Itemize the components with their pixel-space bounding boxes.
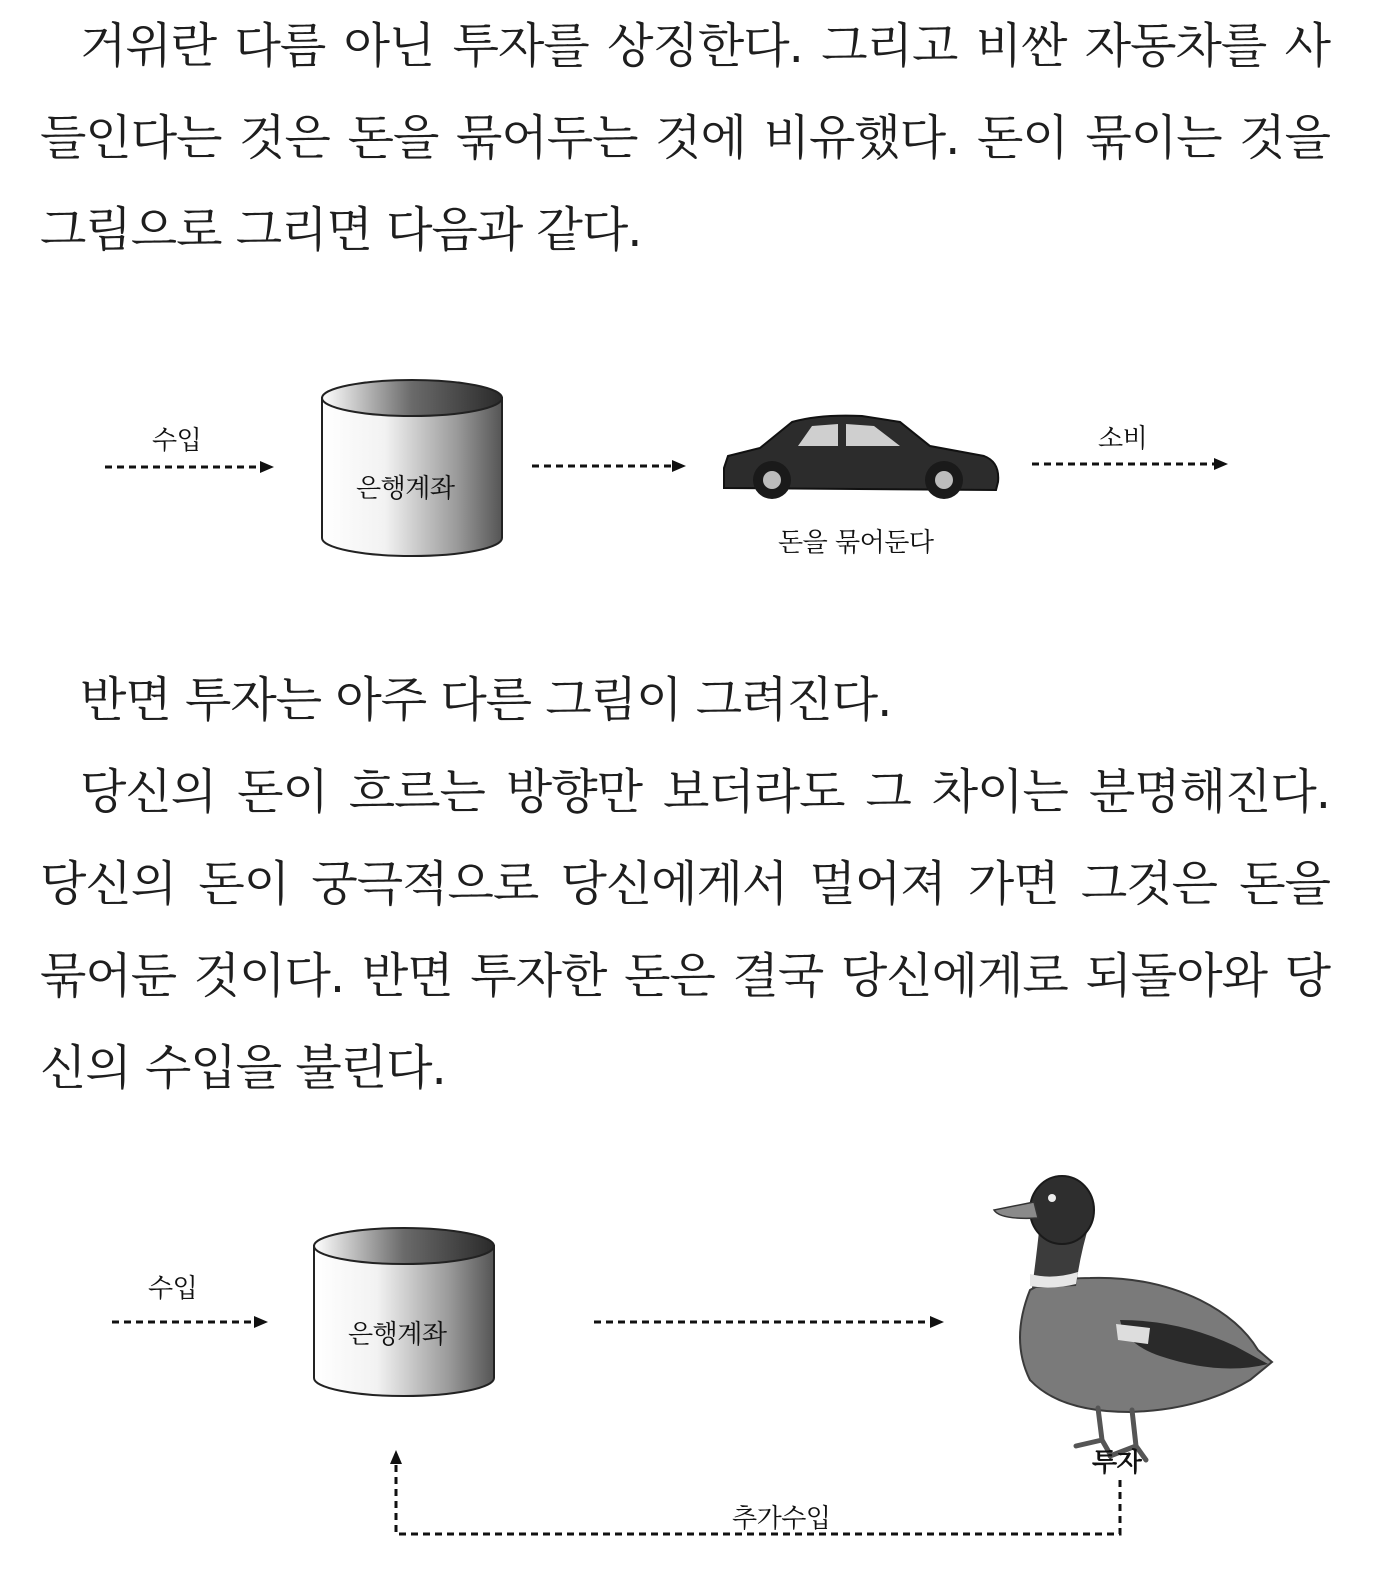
diagram-investment-graphic <box>0 1150 1386 1560</box>
diagram-money-tied-up-graphic <box>0 370 1386 580</box>
spending-label: 소비 <box>1098 424 1148 454</box>
paragraph-investment-intro-text: 반면 투자는 아주 다른 그림이 그려진다. <box>80 672 892 728</box>
income-label: 수입 <box>152 426 202 456</box>
paragraph-investment-intro <box>40 654 1330 746</box>
diagram-investment <box>0 1150 1386 1560</box>
diagram-money-tied-up <box>0 370 1386 580</box>
bank-account-label: 은행계좌 <box>348 1320 447 1350</box>
car-icon <box>724 416 998 499</box>
extra-income-label: 추가수입 <box>732 1504 831 1534</box>
paragraph-intro <box>40 0 1330 276</box>
bank-cylinder-icon <box>314 1228 494 1396</box>
duck-icon <box>994 1176 1272 1460</box>
investment-caption: 투자 <box>1092 1448 1142 1478</box>
bank-account-label: 은행계좌 <box>356 474 455 504</box>
income-label: 수입 <box>148 1274 198 1304</box>
paragraph-intro-text: 거위란 다름 아닌 투자를 상징한다. 그리고 비싼 자동차를 사들인다는 것은 돈을 묶어두는 것에 비유했다. 돈이 묶이는 것을 그림으로 그리면 다음과 같다. <box>40 18 1330 258</box>
paragraph-money-flow-text: 당신의 돈이 흐르는 방향만 보더라도 그 차이는 분명해진다. 당신의 돈이 궁극적으로 당신에게서 멀어져 가면 그것은 돈을 묶어둔 것이다. 반면 투자한 돈은 결국 당신에게로 되돌아와 당신의 수입을 불린다. <box>40 764 1330 1096</box>
paragraph-money-flow <box>40 746 1330 1114</box>
car-caption: 돈을 묶어둔다 <box>778 528 934 558</box>
